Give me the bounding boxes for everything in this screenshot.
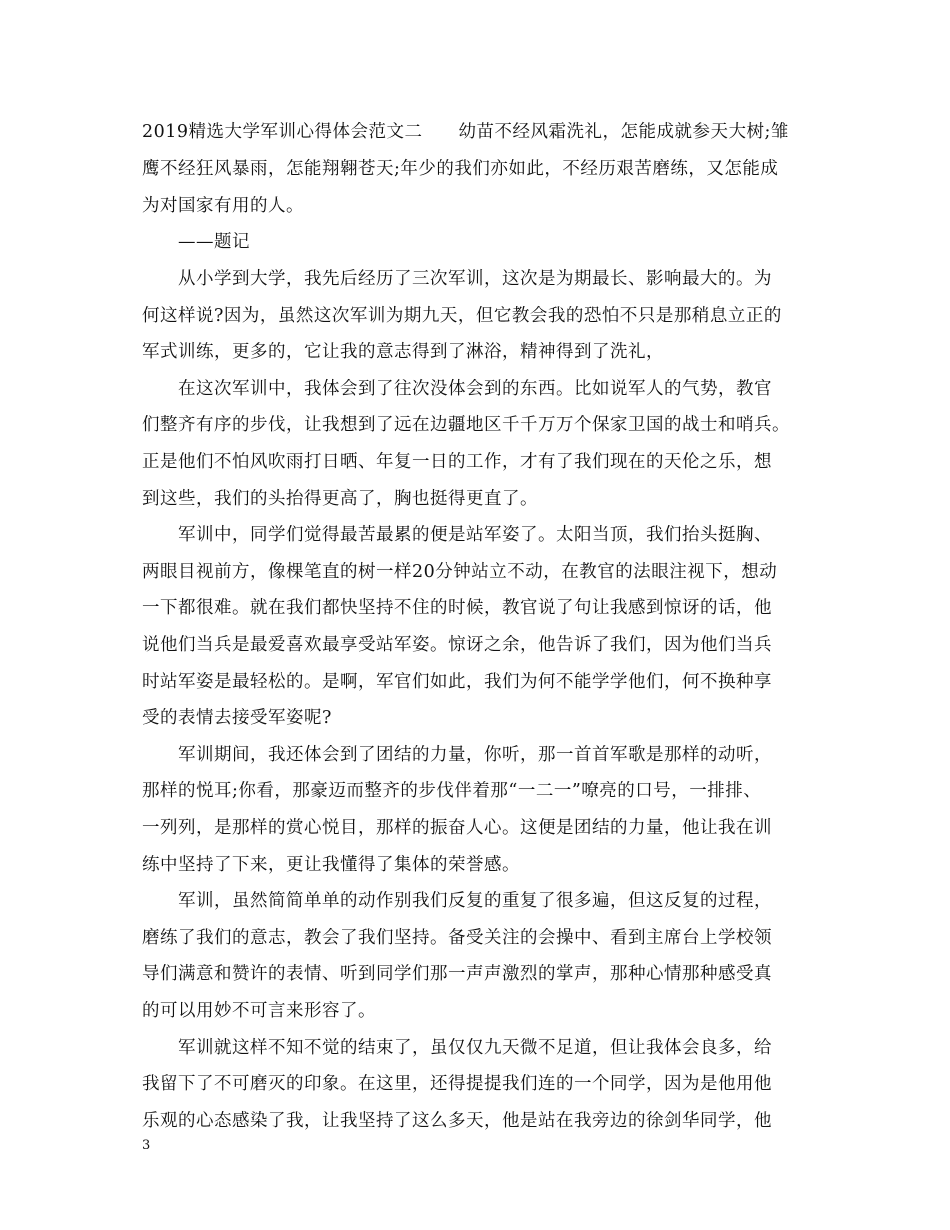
text-line: 何这样说?因为，虽然这次军训为期九天，但它教会我的恐怕不只是那稍息立正的: [142, 306, 782, 326]
text-line: 时站军姿是最轻松的。是啊，军官们如此，我们为何不能学学他们，何不换种享: [142, 672, 772, 692]
text-line: 我留下了不可磨灭的印象。在这里，还得提提我们连的一个同学，因为是他用他: [142, 1074, 772, 1094]
text-line: 正是他们不怕风吹雨打日晒、年复一日的工作，才有了我们现在的天伦之乐，想: [142, 452, 772, 472]
text-line: 两眼目视前方，像棵笔直的树一样20分钟站立不动，在教官的法眼注视下，想动: [142, 562, 778, 582]
text-line: 为对国家有用的人。: [142, 196, 304, 216]
text-line: 们整齐有序的步伐，让我想到了远在边疆地区千千万万个保家卫国的战士和哨兵。: [142, 415, 790, 435]
page-number: 3: [142, 1138, 151, 1153]
text-line: 一下都很难。就在我们都快坚持不住的时候，教官说了句让我感到惊讶的话，他: [142, 598, 772, 618]
text-line: 鹰不经狂风暴雨，怎能翔翱苍天;年少的我们亦如此，不经历艰苦磨练，又怎能成: [142, 159, 779, 179]
text-line: 一列列，是那样的赏心悦目，那样的振奋人心。这便是团结的力量，他让我在训: [142, 818, 772, 838]
text-line: 军训期间，我还体会到了团结的力量，你听，那一首首军歌是那样的动听，: [178, 745, 772, 765]
text-line: 2019精选大学军训心得体会范文二 幼苗不经风霜洗礼，怎能成就参天大树;雏: [142, 122, 789, 142]
text-line: 军式训练，更多的，它让我的意志得到了淋浴，精神得到了洗礼，: [142, 342, 664, 362]
text-line: 军训，虽然简简单单的动作别我们反复的重复了很多遍，但这反复的过程，: [178, 891, 772, 911]
text-line: 那样的悦耳;你看，那豪迈而整齐的步伐伴着那“一二一”嘹亮的口号，一排排、: [142, 781, 762, 801]
text-line: ——题记: [178, 232, 250, 252]
text-line: 军训就这样不知不觉的结束了，虽仅仅九天微不足道，但让我体会良多，给: [178, 1038, 772, 1058]
text-line: 导们满意和赞许的表情、听到同学们那一声声激烈的掌声，那种心情那种感受真: [142, 964, 772, 984]
text-line: 到这些，我们的头抬得更高了，胸也挺得更直了。: [142, 489, 538, 509]
text-line: 乐观的心态感染了我，让我坚持了这么多天，他是站在我旁边的徐剑华同学，他: [142, 1111, 772, 1131]
text-line: 练中坚持了下来，更让我懂得了集体的荣誉感。: [142, 855, 520, 875]
text-line: 的可以用妙不可言来形容了。: [142, 1001, 376, 1021]
text-line: 军训中，同学们觉得最苦最累的便是站军姿了。太阳当顶，我们抬头挺胸、: [178, 525, 772, 545]
text-line: 受的表情去接受军姿呢?: [142, 708, 332, 728]
text-line: 说他们当兵是最爱喜欢最享受站军姿。惊讶之余，他告诉了我们，因为他们当兵: [142, 635, 772, 655]
text-line: 磨练了我们的意志，教会了我们坚持。备受关注的会操中、看到主席台上学校领: [142, 928, 772, 948]
text-line: 从小学到大学，我先后经历了三次军训，这次是为期最长、影响最大的。为: [178, 269, 772, 289]
text-line: 在这次军训中，我体会到了往次没体会到的东西。比如说军人的气势，教官: [178, 379, 772, 399]
